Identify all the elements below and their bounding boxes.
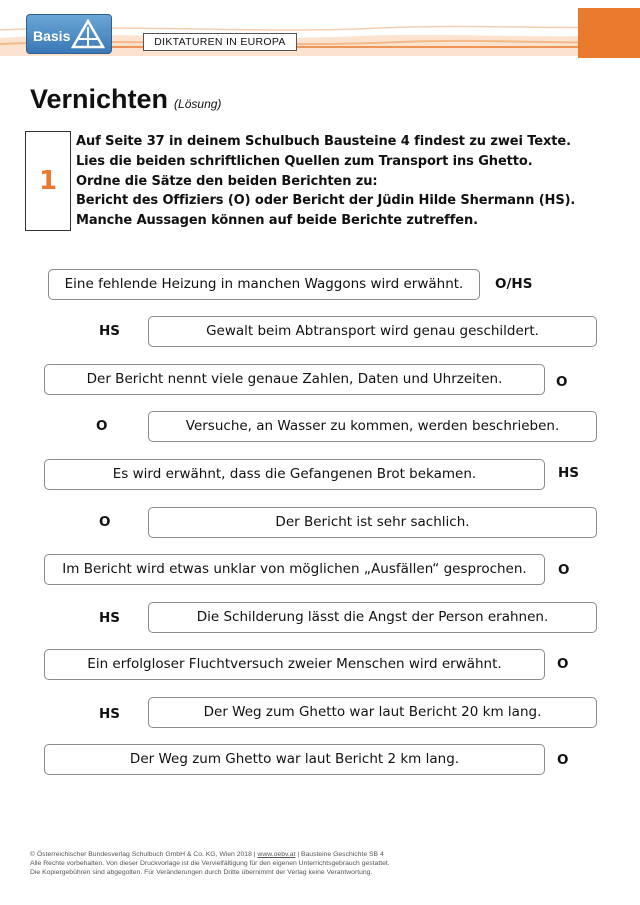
statement-box: Die Schilderung lässt die Angst der Person erahnen. [148,602,597,633]
statement-box: Der Weg zum Ghetto war laut Bericht 2 km lang. [44,744,545,775]
corner-accent [578,8,640,58]
statement-box: Eine fehlende Heizung in manchen Waggons wird erwähnt. [48,269,480,300]
statement-box: Der Bericht nennt viele genaue Zahlen, Daten und Uhrzeiten. [44,364,545,395]
footer-line-2: Alle Rechte vorbehalten. Von dieser Druckvorlage ist die Vervielfältigung für den eigenen Unterrichtsgebrauch gestattet. [30,859,390,867]
page-subtitle: (Lösung) [174,97,222,111]
answer-label: HS [99,610,121,626]
answer-label: HS [99,323,121,339]
footer-book-text: | Bausteine Geschichte SB 4 [295,851,384,858]
publisher-logo [26,14,112,54]
answer-label: HS [99,706,121,722]
statement-box: Der Bericht ist sehr sachlich. [148,507,597,538]
statement-box: Versuche, an Wasser zu kommen, werden beschrieben. [148,411,597,442]
answer-label: O/HS [495,276,533,292]
task-line: Manche Aussagen können auf beide Berichte zutreffen. [76,213,479,229]
page-title-text: Vernichten [30,84,169,114]
footer-line-1 [30,851,620,860]
statement-box: Der Weg zum Ghetto war laut Bericht 20 km lang. [148,697,597,728]
task-instructions [76,132,616,231]
triangle-logo-icon [71,19,105,49]
page-title [30,84,221,115]
task-line: Lies die beiden schriftlichen Quellen zum Transport ins Ghetto. [76,153,533,169]
answer-label: O [96,418,108,434]
task-line: Ordne die Sätze den beiden Berichten zu: [76,173,378,189]
footer-line-3: Die Kopiergebühren sind abgegolten. Für Veränderungen durch Dritte übernimmt der Verlag keine Verantwortung. [30,868,373,876]
answer-label: O [557,656,569,672]
statement-box: Es wird erwähnt, dass die Gefangenen Brot bekamen. [44,459,545,490]
statement-box: Im Bericht wird etwas unklar von möglichen „Ausfällen“ gesprochen. [44,554,545,585]
logo-text: Basis [33,28,71,44]
statement-box: Ein erfolgloser Fluchtversuch zweier Menschen wird erwähnt. [44,649,545,680]
series-label: DIKTATUREN IN EUROPA [143,33,297,51]
publisher-link[interactable]: www.oebv.at [257,851,296,858]
answer-label: O [558,562,570,578]
task-line: Bericht des Offiziers (O) oder Bericht der Jüdin Hilde Shermann (HS). [76,193,576,209]
task-number-box: 1 [25,131,71,231]
answer-label: HS [558,465,580,481]
task-line: Auf Seite 37 in deinem Schulbuch Bausteine 4 findest zu zwei Texte. [76,134,571,149]
answer-label: O [99,514,111,530]
answer-label: O [557,752,569,768]
statement-box: Gewalt beim Abtransport wird genau geschildert. [148,316,597,347]
footer-copyright [30,851,620,877]
answer-label: O [556,374,568,390]
footer-copyright-text: © Österreichischer Bundesverlag Schulbuch GmbH & Co. KG, Wien 2018 | [30,851,258,858]
